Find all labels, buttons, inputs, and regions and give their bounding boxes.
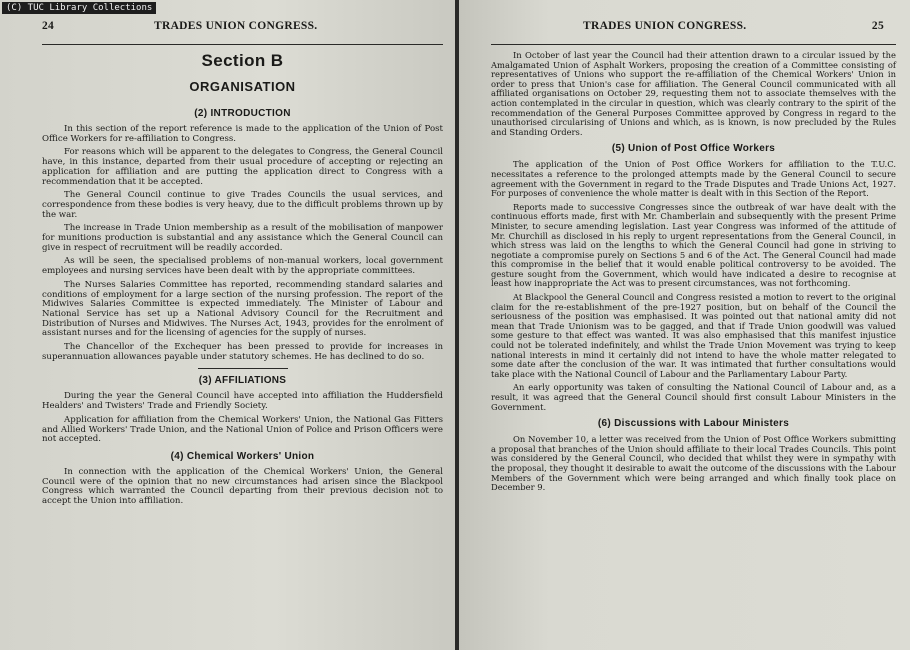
chemical-workers-heading: (4) Chemical Workers' Union [170,450,315,462]
paragraph: At Blackpool the General Council and Congress resisted a motion to revert to the original claim for the re-establishment of the pre-1927 position, but on behalf of the Council the seriousness of the position was emphasised. It was pointed out that national amity did not mean that Trade Unionism was to be gagged, and that if Trade Union goodwill was valued some gesture to that effect was wanted. It was also emphasised that this manifest injustice could not be tolerated indefinitely, and whilst the Trade Union Movement was trying to keep national interests in mind it certainly did not intend to have the whole matter relegated to some date after the conclusion of the war. It was intimated that further consultations would take place with the National Council of Labour and the Parliamentary Labour Party. [491,292,896,379]
right-running-head [491,0,896,45]
paragraph: The General Council continue to give Trades Councils the usual services, and correspondence from these bodies is very heavy, due to the difficult problems thrown up by the war. [42,190,443,220]
copyright-watermark: (C) TUC Library Collections [2,2,156,14]
organisation-title: ORGANISATION [189,79,296,94]
paragraph: In October of last year the Council had their attention drawn to a circular issued by the Amalgamated Union of Asphalt Workers, proposing the creation of a Committee consisting of representatives of Unions who support the re-affiliation of the Chemical Workers' Union in order to press that Union's case for affiliation. The General Council communicated with all affiliated organisations on October 29, requesting them not to associate themselves with the action contemplated in the circular in question, which was clearly contrary to the spirit of the recommendation of the General Purposes Committee approved by Congress in regard to the unauthorised circularising of Unions and which, as is known, is now precluded by the Rules and Standing Orders. [491,50,896,137]
labour-ministers-heading: (6) Discussions with Labour Ministers [597,418,790,430]
paragraph: The application of the Union of Post Office Workers for affiliation to the T.U.C. necessitates a reference to the prolonged attempts made by the General Council to secure agreement with the Government in regard to the Trade Disputes and Trade Unions Act, 1927. For purposes of convenience the whole matter is dealt with in this Section of the Report. [491,159,896,199]
left-page-number: 24 [42,20,55,32]
introduction-heading: (2) INTRODUCTION [194,108,291,119]
paragraph: On November 10, a letter was received from the Union of Post Office Workers submitting a proposal that branches of the Union should affiliate to their local Trades Councils. This point was considered by the General Council, who decided that whilst they were in sympathy with the proposal, they thought it desirable to await the outcome of the discussions with the Labour Members of the Government which were being arranged and which finally took place on December 9. [491,434,896,493]
paragraph: In connection with the application of the Chemical Workers' Union, the General Council were of the opinion that no new circumstances had arisen since the Blackpool Congress which warranted the Council departing from their previous decision not to accept the Union into affiliation. [42,466,443,507]
right-page [459,0,910,650]
section-divider [198,368,288,369]
paragraph: Application for affiliation from the Chemical Workers' Union, the National Gas Fitters and Allied Workers' Trade Union, and the National Union of Police and Prison Officers were not accepted. [42,414,443,445]
paragraph: The increase in Trade Union membership as a result of the mobilisation of manpower for munitions production is substantial and any assistance which the General Council can give in respect of recruitment will be readily accorded. [42,223,443,253]
paragraph: As will be seen, the specialised problems of non-manual workers, local government employees and nursing services have been dealt with by the appropriate committees. [42,256,443,277]
right-running-title: TRADES UNION CONGRESS. [583,20,747,32]
post-office-workers-heading: (5) Union of Post Office Workers [611,143,776,155]
paragraph: In this section of the report reference is made to the application of the Union of Post Office Workers for re-affiliation to Congress. [42,124,443,144]
paragraph: An early opportunity was taken of consulting the National Council of Labour and, as a result, it was agreed that the General Council should first consult Labour Ministers in the Government. [491,382,896,412]
paragraph: The Chancellor of the Exchequer has been pressed to provide for increases in superannuation allowances payable under statutory schemes. He has declined to do so. [42,342,443,362]
paragraph: The Nurses Salaries Committee has reported, recommending standard salaries and conditions of employment for a large section of the nursing profession. The report of the Midwives Salaries Committee is expected immediately. The Minister of Labour and National Service has set up a National Advisory Council for the Recruitment and Distribution of Nurses and Midwives. The Nurses Act, 1943, provides for the enrolment of assistant nurses and for the licensing of agencies for the supply of nurses. [42,279,443,339]
affiliations-heading: (3) AFFILIATIONS [198,375,287,387]
right-page-number: 25 [871,20,884,32]
paragraph: During the year the General Council have accepted into affiliation the Huddersfield Healders' and Twisters' Trade and Friendly Society. [42,391,443,412]
left-running-title: TRADES UNION CONGRESS. [154,20,318,32]
paragraph: For reasons which will be apparent to the delegates to Congress, the General Council have, in this instance, departed from their usual procedure of accepting or rejecting an application for affiliation and are putting the application direct to Congress with a recommendation that it be accepted. [42,147,443,187]
paragraph: Reports made to successive Congresses since the outbreak of war have dealt with the continuous efforts made, first with Mr. Chamberlain and subsequently with the present Prime Minister, to secure amending legislation. Last year Congress was informed of the attitude of Mr. Churchill as disclosed in his reply to urgent representations from the General Council, in which stress was laid on the lengths to which the General Council had gone in striving to negotiate a compromise purely on Sections 5 and 6 of the Act. The General Council had made this compromise in the belief that it would enable political controversy to be avoided. The gesture sought from the Government, which would have indicated a desire to recognise at least how inappropriate the Act was to present circumstances, was not forthcoming. [491,201,896,289]
section-title: Section B [201,51,284,70]
